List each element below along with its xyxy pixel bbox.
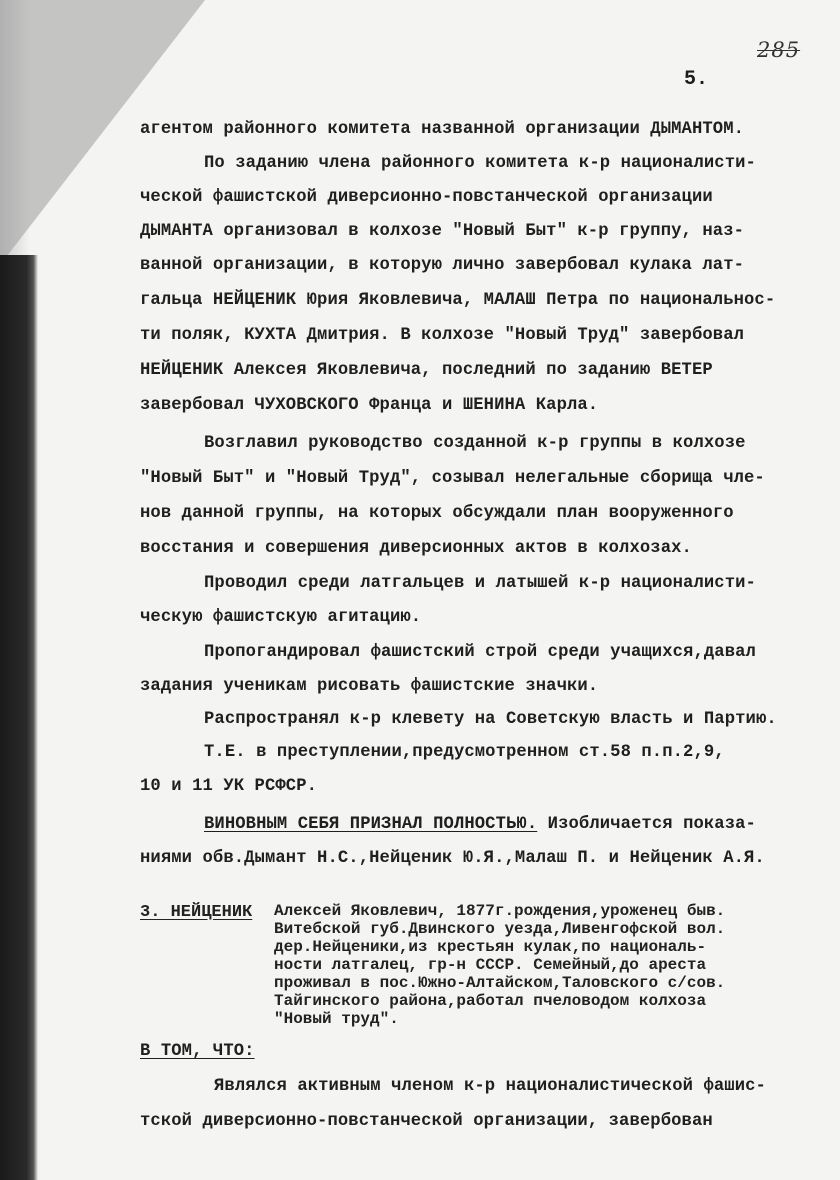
page-number: 5. xyxy=(684,68,709,91)
text-line: 10 и 11 УК РСФСР. xyxy=(140,777,318,796)
guilty-plea-label: ВИНОВНЫМ СЕБЯ ПРИЗНАЛ ПОЛНОСТЬЮ. xyxy=(204,815,538,834)
archive-sheet-number: 285 xyxy=(757,38,801,62)
text-line: нов данной группы, на которых обсуждали план вооруженного xyxy=(140,504,734,523)
defendant-bio-line: дер.Нейценики,из крестьян кулак,по националь- xyxy=(274,938,707,956)
text-line: агентом районного комитета названной организации ДЫМАНТОМ. xyxy=(140,120,745,139)
text-line: ческой фашистской диверсионно-повстанческой организации xyxy=(140,188,713,207)
text-line: завербовал ЧУХОВСКОГО Франца и ШЕНИНА Карла. xyxy=(140,396,599,415)
text-line: Пропогандировал фашистский строй среди учащихся,давал xyxy=(204,643,756,662)
text-line: ванной организации, в которую лично завербовал кулака лат- xyxy=(140,256,745,275)
text-line: По заданию члена районного комитета к-р националисти- xyxy=(204,154,756,173)
in-that-heading: В ТОМ, ЧТО: xyxy=(140,1042,255,1061)
text-line: "Новый Быт" и "Новый Труд", созывал нелегальные сборища чле- xyxy=(140,469,765,488)
text-line: восстания и совершения диверсионных актов в колхозах. xyxy=(140,539,692,558)
text-line: задания ученикам рисовать фашистские значки. xyxy=(140,677,599,696)
text-line: НЕЙЦЕНИК Алексея Яковлевича, последний по заданию ВЕТЕР xyxy=(140,361,713,380)
defendant-bio-line: проживал в пос.Южно-Алтайском,Таловского с/сов. xyxy=(274,974,726,992)
defendant-bio-line: Тайгинского района,работал пчеловодом колхоза xyxy=(274,992,707,1010)
guilty-plea-line xyxy=(204,815,756,834)
binding-spine xyxy=(0,255,38,1180)
defendant-entry-label: 3. НЕЙЦЕНИК xyxy=(140,903,253,922)
text-line: Являлся активным членом к-р националистической фашис- xyxy=(214,1077,766,1096)
text-line: ческую фашистскую агитацию. xyxy=(140,608,422,627)
text-line: гальца НЕЙЦЕНИК Юрия Яковлевича, МАЛАШ Петра по национальнос- xyxy=(140,291,776,310)
text-line: ти поляк, КУХТА Дмитрия. В колхозе "Новый Труд" завербовал xyxy=(140,326,745,345)
text-line: ДЫМАНТА организовал в колхозе "Новый Быт" к-р группу, наз- xyxy=(140,222,745,241)
text-line: Возглавил руководство созданной к-р группы в колхозе xyxy=(204,434,746,453)
defendant-bio-line: "Новый труд". xyxy=(274,1010,399,1028)
defendant-bio-line: Алексей Яковлевич, 1877г.рождения,уроженец быв. xyxy=(274,902,726,920)
text-line: тской диверсионно-повстанческой организации, завербован xyxy=(140,1112,713,1131)
guilty-plea-rest: Изобличается показа- xyxy=(537,815,756,834)
text-line: Т.Е. в преступлении,предусмотренном ст.58 п.п.2,9, xyxy=(204,743,725,762)
text-line: ниями обв.Дымант Н.С.,Нейценик Ю.Я.,Малаш П. и Нейценик А.Я. xyxy=(140,849,765,868)
text-line: Проводил среди латгальцев и латышей к-р националисти- xyxy=(204,574,756,593)
defendant-bio-line: Витебской губ.Двинского уезда,Ливенгофской вол. xyxy=(274,920,726,938)
text-line: Распространял к-р клевету на Советскую власть и Партию. xyxy=(204,710,777,729)
defendant-bio-line: ности латгалец, гр-н СССР. Семейный,до ареста xyxy=(274,956,707,974)
